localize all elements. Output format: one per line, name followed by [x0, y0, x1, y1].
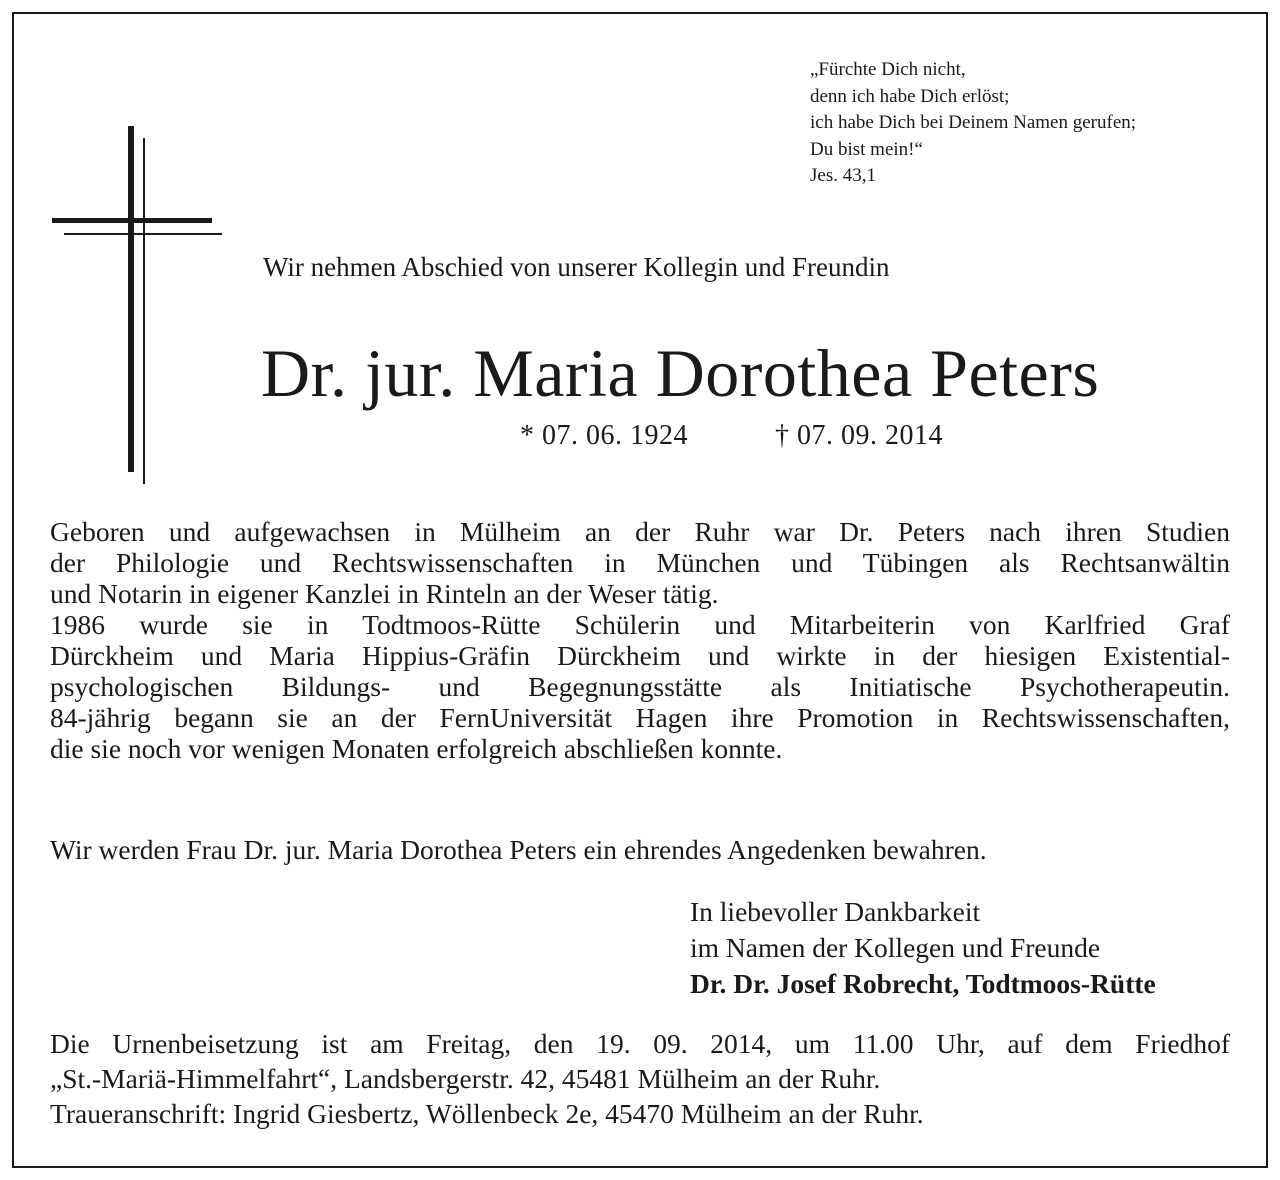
- biography-line: und Notarin in eigener Kanzlei in Rinteln an der Weser tätig.: [50, 578, 719, 609]
- biography-line: psychologischen Bildungs- und Begegnungsstätte als Initiatische Psychotherapeutin.: [50, 671, 1230, 702]
- biography-line: 1986 wurde sie in Todtmoos-Rütte Schülerin und Mitarbeiterin von Karlfried Graf: [50, 609, 1230, 640]
- signature-line: im Namen der Kollegen und Freunde: [690, 932, 1101, 963]
- signer-name: Dr. Dr. Josef Robrecht, Todtmoos-Rütte: [690, 968, 1156, 999]
- funeral-line: Die Urnenbeisetzung ist am Freitag, den 19. 09. 2014, um 11.00 Uhr, auf dem Friedhof: [50, 1028, 1230, 1059]
- verse-line: „Fürchte Dich nicht,: [810, 59, 966, 80]
- verse-reference: Jes. 43,1: [810, 165, 876, 186]
- verse-line: Du bist mein!“: [810, 138, 923, 160]
- tribute-sentence: Wir werden Frau Dr. jur. Maria Dorothea Peters ein ehrendes Angedenken bewahren.: [50, 834, 987, 865]
- funeral-details: [50, 1026, 1230, 1131]
- deceased-name: Dr. jur. Maria Dorothea Peters: [261, 335, 1100, 411]
- farewell-intro: Wir nehmen Abschied von unserer Kollegin und Freundin: [263, 252, 890, 282]
- birth-date: * 07. 06. 1924: [520, 420, 688, 451]
- cross-horizontal-thin-bar: [64, 233, 222, 235]
- cross-vertical-bar: [128, 126, 134, 472]
- biography-line: Dürckheim und Maria Hippius-Gräfin Dürckheim und wirkte in der hiesigen Existential-: [50, 640, 1230, 671]
- verse-line: ich habe Dich bei Deinem Namen gerufen;: [810, 112, 1137, 133]
- mourning-address: Traueranschrift: Ingrid Giesbertz, Wöllenbeck 2e, 45470 Mülheim an der Ruhr.: [50, 1098, 924, 1129]
- signature-block: [690, 894, 1156, 1002]
- signature-line: In liebevoller Dankbarkeit: [690, 896, 981, 927]
- biography-paragraph: [50, 516, 1230, 764]
- biography-line: der Philologie und Rechtswissenschaften in München und Tübingen als Rechtsanwältin: [50, 547, 1230, 578]
- biography-line: die sie noch vor wenigen Monaten erfolgreich abschließen konnte.: [50, 733, 783, 764]
- cross-vertical-thin-bar: [143, 138, 145, 484]
- bible-verse: [810, 57, 1136, 190]
- verse-line: denn ich habe Dich erlöst;: [810, 85, 1010, 107]
- biography-line: 84-jährig begann sie an der FernUniversität Hagen ihre Promotion in Rechtswissenschaften,: [50, 702, 1230, 733]
- funeral-line: „St.-Mariä-Himmelfahrt“, Landsbergerstr. 42, 45481 Mülheim an der Ruhr.: [50, 1063, 881, 1094]
- cross-horizontal-bar: [52, 218, 212, 223]
- biography-line: Geboren und aufgewachsen in Mülheim an der Ruhr war Dr. Peters nach ihren Studien: [50, 516, 1230, 547]
- death-date: † 07. 09. 2014: [775, 420, 943, 451]
